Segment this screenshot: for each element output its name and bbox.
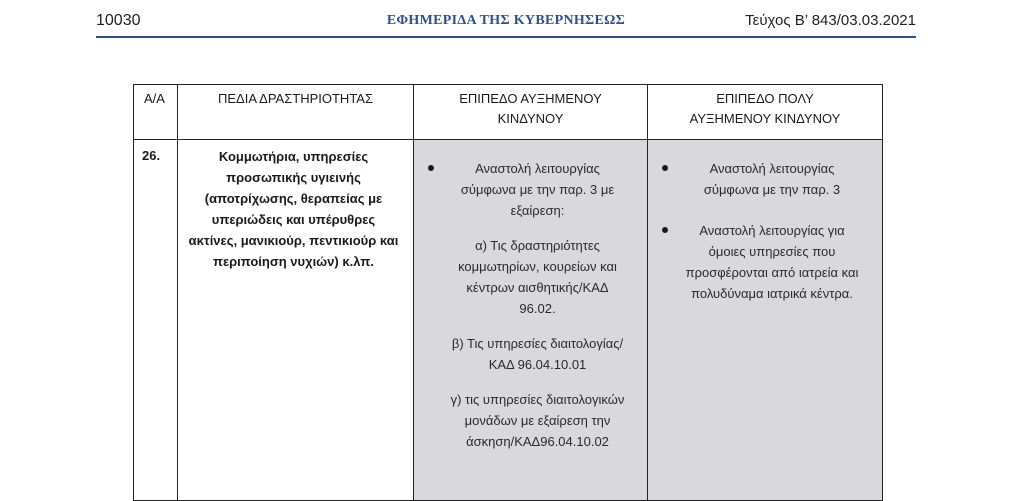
very-high-risk-bullet-1-text: Αναστολή λειτουργίας σύμφωνα με την παρ. 3 bbox=[703, 161, 841, 197]
column-header-very-high-risk bbox=[648, 85, 883, 140]
very-high-risk-bullet-2 bbox=[648, 220, 882, 304]
exception-item-c: γ) τις υπηρεσίες διαιτολογικών μονάδων με εξαίρεση την άσκηση/ΚΑΔ96.04.10.02 bbox=[450, 392, 625, 449]
increased-risk-bullet-text: Αναστολή λειτουργίας σύμφωνα με την παρ. 3 με εξαίρεση: bbox=[460, 161, 615, 218]
column-header-fields: ΠΕΔΙΑ ΔΡΑΣΤΗΡΙΟΤΗΤΑΣ bbox=[178, 85, 414, 140]
column-header-increased-risk-text: ΕΠΙΠΕΔΟ ΑΥΞΗΜΕΝΟΥ ΚΙΝΔΥΝΟΥ bbox=[459, 91, 602, 126]
increased-risk-bullet bbox=[414, 158, 647, 221]
very-high-risk-cell bbox=[648, 140, 883, 501]
bullet-icon bbox=[428, 165, 434, 171]
row-number-cell bbox=[134, 140, 178, 501]
increased-risk-cell bbox=[414, 140, 648, 501]
row-number: 26. bbox=[142, 148, 161, 163]
measures-table bbox=[133, 84, 883, 501]
activity-field-text: Κομμωτήρια, υπηρεσίες προσωπικής υγιεινής (αποτρίχωσης, θεραπείας με υπεριώδεις και υπέρυθρες ακτίνες, μανικιούρ, πεντικιούρ και περιποίηση νυχιών) κ.λπ. bbox=[188, 149, 399, 269]
exception-item-a: α) Τις δραστηριότητες κομμωτηρίων, κουρείων και κέντρων αισθητικής/ΚΑΔ 96.02. bbox=[458, 238, 617, 316]
bullet-icon bbox=[662, 165, 668, 171]
page-header bbox=[96, 10, 916, 38]
table-header-row bbox=[134, 85, 883, 140]
column-header-aa: Α/Α bbox=[134, 85, 178, 140]
field-cell bbox=[178, 140, 414, 501]
page-number: 10030 bbox=[96, 12, 141, 29]
column-header-very-high-risk-text: ΕΠΙΠΕΔΟ ΠΟΛΥ ΑΥΞΗΜΕΝΟΥ ΚΙΝΔΥΝΟΥ bbox=[689, 91, 841, 126]
gazette-title: ΕΦΗΜΕΡΙΔΑ ΤΗΣ ΚΥΒΕΡΝΗΣΕΩΣ bbox=[386, 13, 626, 28]
exception-item-b: β) Τις υπηρεσίες διαιτολογίας/ΚΑΔ 96.04.10.01 bbox=[451, 336, 624, 372]
very-high-risk-bullet-2-text: Αναστολή λειτουργίας για όμοιες υπηρεσίες που προσφέρονται από ιατρεία και πολυδύναμα ιατρικά κέντρα. bbox=[685, 223, 859, 301]
table-row bbox=[134, 140, 883, 501]
column-header-increased-risk bbox=[414, 85, 648, 140]
bullet-icon bbox=[662, 227, 668, 233]
issue-reference: Τεύχος Β’ 843/03.03.2021 bbox=[745, 12, 916, 29]
very-high-risk-bullet-1 bbox=[648, 158, 882, 200]
